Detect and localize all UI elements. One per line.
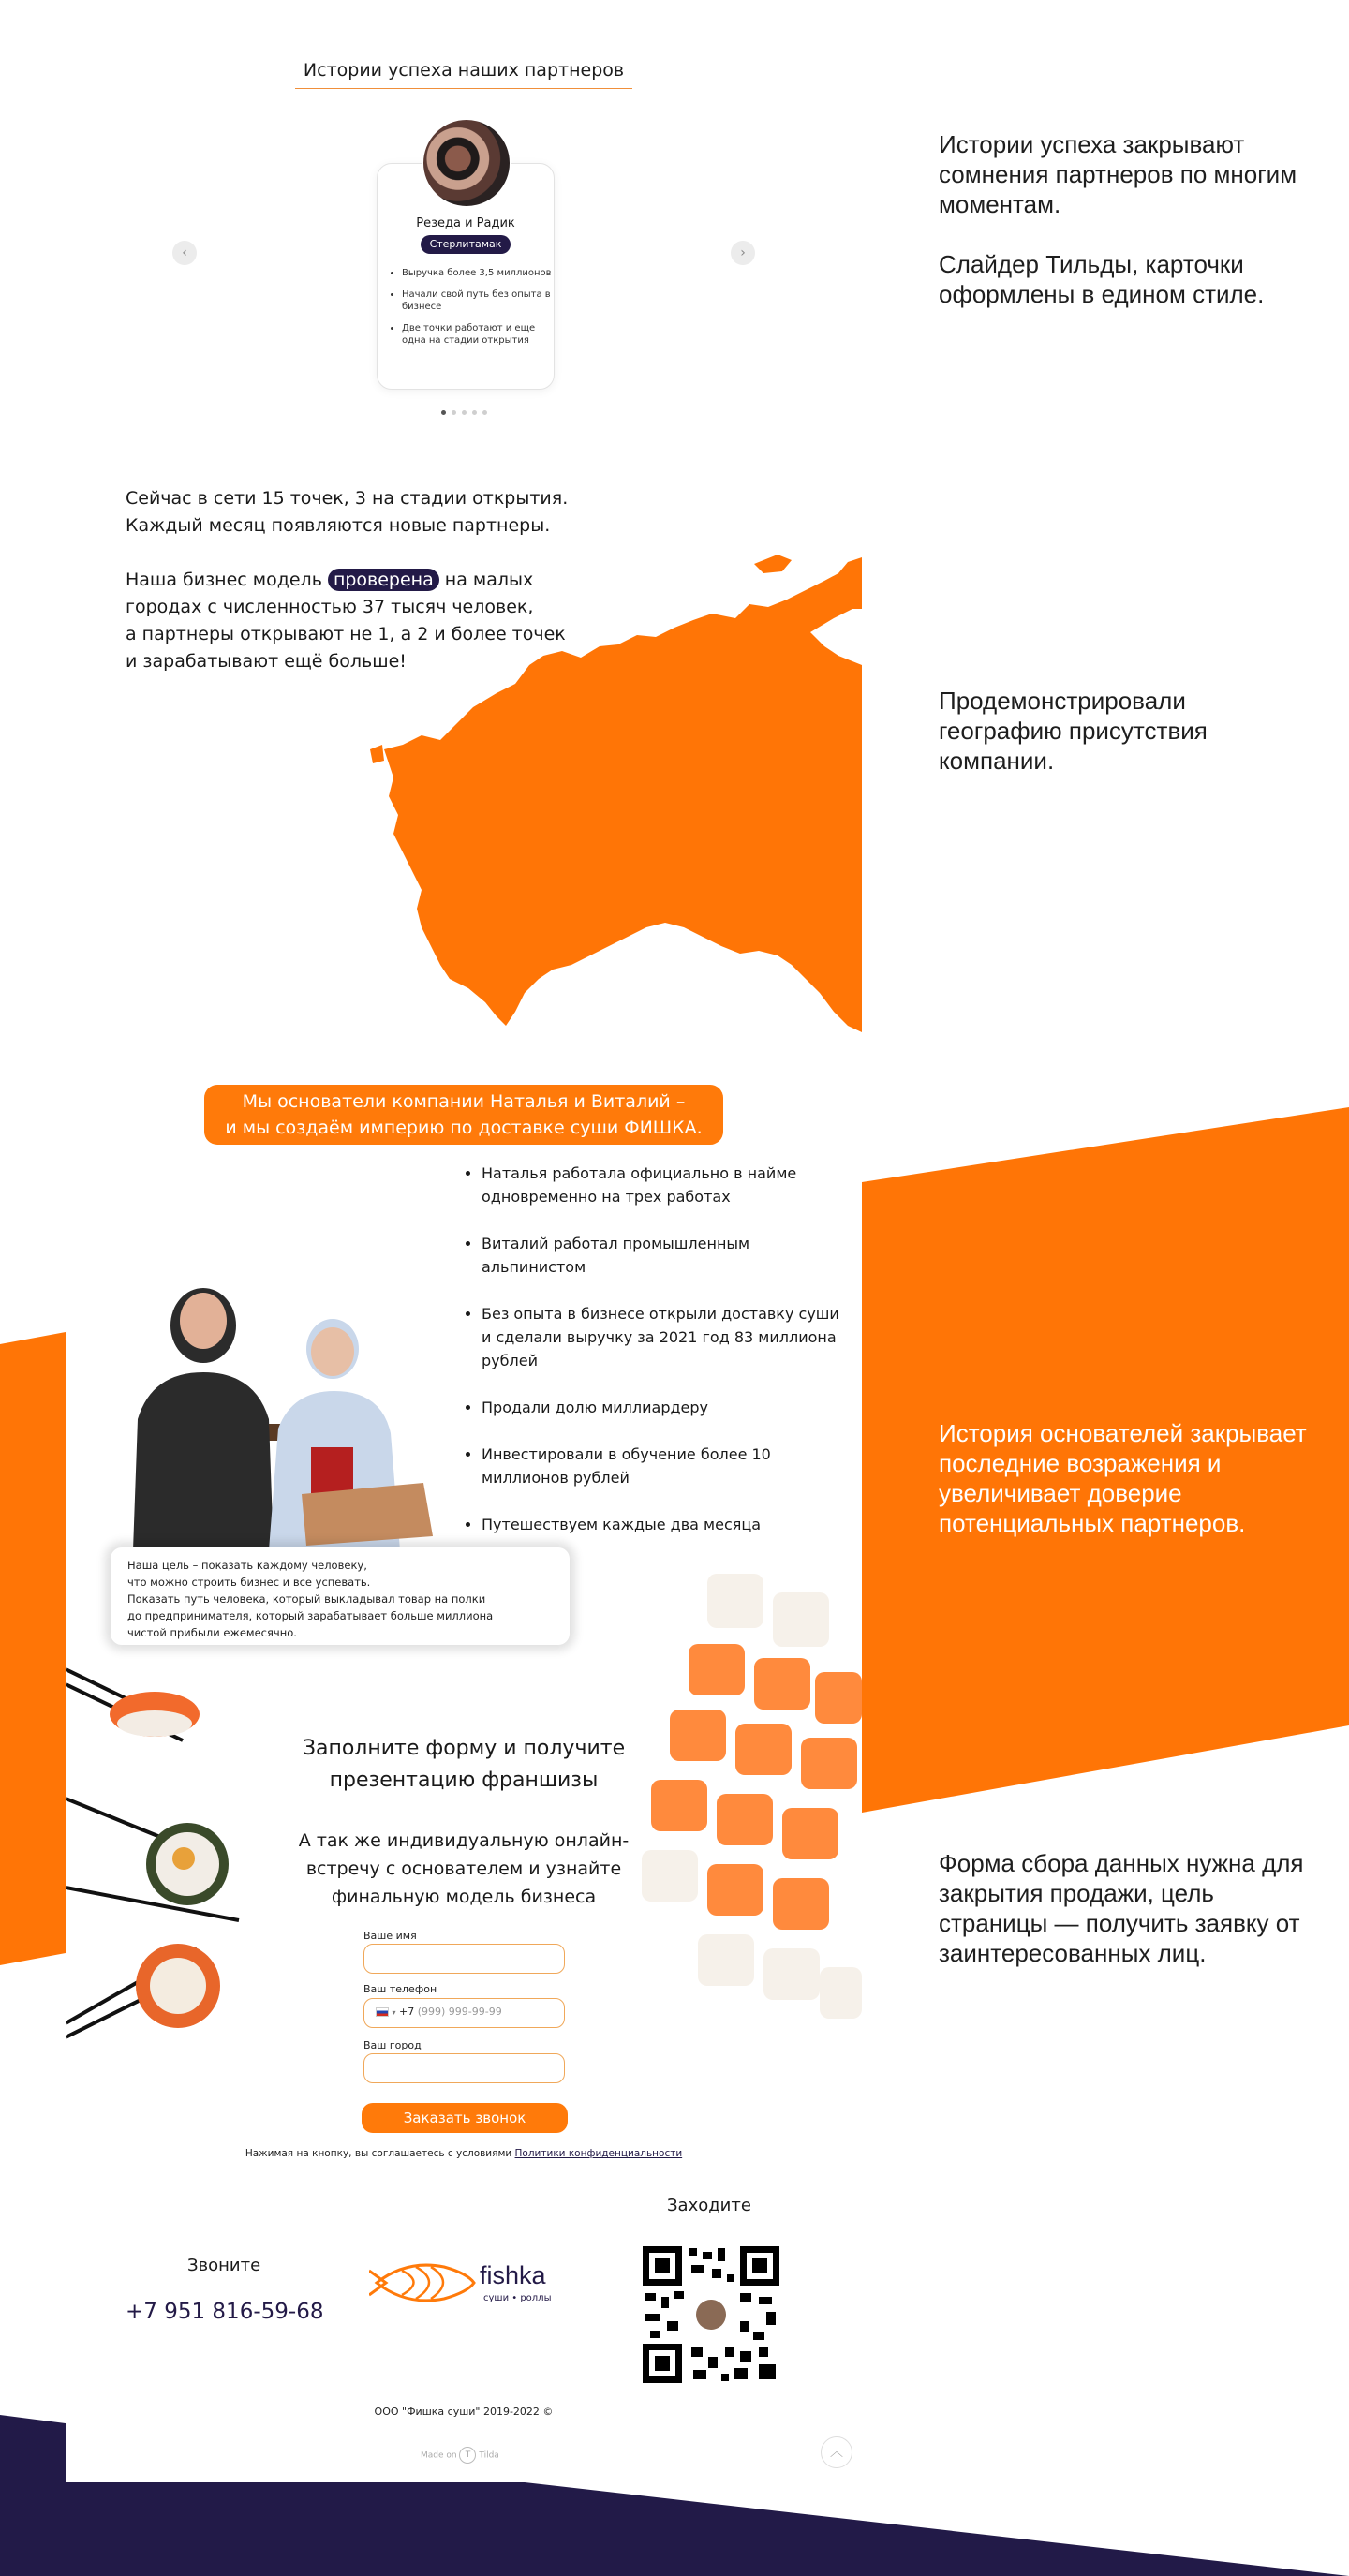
russia-flag-icon[interactable] xyxy=(376,2007,389,2017)
gift-box xyxy=(311,1447,353,1494)
slider-dot[interactable] xyxy=(472,410,477,415)
geo-line: Наша бизнес модель проверена на малых xyxy=(126,570,534,590)
slider-prev-button[interactable] xyxy=(172,241,197,265)
made-on-tilda[interactable]: Made on T Tilda xyxy=(421,2447,505,2464)
stories-title: Истории успеха наших партнеров xyxy=(303,60,625,81)
story-bullets xyxy=(378,267,552,356)
story-city-badge: Стерлитамак xyxy=(421,235,511,254)
founder-fact: • Путешествуем каждые два месяца xyxy=(482,1513,847,1536)
sushi-decor-right xyxy=(632,1555,862,2042)
founder-fact: • Виталий работал промышленным альпинистом xyxy=(482,1232,847,1279)
map-island xyxy=(754,555,792,573)
order-call-button[interactable]: Заказать звонок xyxy=(362,2103,568,2133)
russia-map xyxy=(365,553,862,1032)
geo-line: Сейчас в сети 15 точек, 3 на стадии открытия. xyxy=(126,488,569,509)
map-island xyxy=(370,745,384,763)
slider-dot[interactable] xyxy=(462,410,467,415)
orange-left-strip xyxy=(0,1332,66,1965)
slider-next-button[interactable] xyxy=(731,241,755,265)
city-input[interactable] xyxy=(363,2053,565,2083)
goal-box: Наша цель – показать каждому человеку, что можно строить бизнес и все успевать. Показать путь человека, который выкладывал товар на полки до предпринимателя, который зарабатывает больше миллиона чистой прибыли ежемесячно. xyxy=(111,1547,570,1645)
story-name: Резеда и Радик xyxy=(416,216,515,230)
title-underline xyxy=(295,88,632,89)
highlight-proven: проверена xyxy=(328,569,439,591)
sushi-decor-left xyxy=(66,1658,244,2080)
founder-fact: • Без опыта в бизнесе открыли доставку суши и сделали выручку за 2021 год 83 миллиона рублей xyxy=(482,1302,847,1372)
phone-label: Ваш телефон xyxy=(363,1983,437,1995)
phone-input[interactable] xyxy=(363,1998,565,2028)
founders-photo xyxy=(114,1269,470,1550)
annotation-note-5: Форма сбора данных нужна для закрытия продажи, цель страницы — получить заявку от заинтересованных лиц. xyxy=(939,1849,1304,1967)
qr-code[interactable] xyxy=(643,2246,779,2383)
founder-fact: • Инвестировали в обучение более 10 миллионов рублей xyxy=(482,1443,847,1489)
copyright: ООО "Фишка суши" 2019-2022 © xyxy=(374,2406,554,2418)
footer-phone[interactable]: +7 951 816-59-68 xyxy=(126,2300,324,2324)
annotation-note-1: Истории успеха закрывают сомнения партнеров по многим моментам. xyxy=(939,130,1297,218)
founder-fact: • Наталья работала официально в найме одновременно на трех работах xyxy=(482,1162,847,1208)
russia-map-shape xyxy=(384,557,862,1032)
name-label: Ваше имя xyxy=(363,1930,417,1942)
story-bullet: • Начали свой путь без опыта в бизнесе xyxy=(402,289,552,313)
geo-line: Каждый месяц появляются новые партнеры. xyxy=(126,515,551,536)
phone-placeholder: (999) 999-99-99 xyxy=(417,2006,502,2018)
chevron-right-icon: › xyxy=(740,245,746,260)
story-avatar xyxy=(422,118,511,208)
visit-label: Заходите xyxy=(667,2196,751,2215)
form-subheading: А так же индивидуальную онлайн- встречу с основателем и узнайте финальную модель бизнеса xyxy=(298,1830,630,1907)
call-label: Звоните xyxy=(187,2256,261,2275)
slider-dot[interactable] xyxy=(482,410,487,415)
phone-code: +7 xyxy=(399,2006,415,2018)
story-bullet: • Выручка более 3,5 миллионов xyxy=(402,267,552,279)
founder-fact: • Продали долю миллиардеру xyxy=(482,1396,847,1419)
fish-logo-icon xyxy=(369,2259,477,2306)
slider-dot[interactable] xyxy=(441,410,446,415)
chevron-down-icon: ▾ xyxy=(392,2008,396,2017)
privacy-policy-link[interactable]: Политики конфиденциальности xyxy=(514,2148,683,2159)
city-label: Ваш город xyxy=(363,2039,422,2051)
geo-line: а партнеры открывают не 1, а 2 и более точек xyxy=(126,624,566,644)
form-heading: Заполните форму и получите презентацию франшизы xyxy=(302,1737,626,1792)
geo-line: городах с численностью 37 тысяч человек, xyxy=(126,597,534,617)
logo-subtext: суши • роллы xyxy=(483,2293,552,2303)
founders-pill: Мы основатели компании Наталья и Виталий – и мы создаём империю по доставке суши ФИШКА. xyxy=(204,1085,723,1145)
annotation-note-3: Продемонстрировали географию присутствия компании. xyxy=(939,687,1208,775)
fishka-logo[interactable] xyxy=(369,2256,575,2312)
logo-text: fishka xyxy=(480,2261,546,2289)
annotation-note-4: История основателей закрывает последние возражения и увеличивает доверие потенциальных партнеров. xyxy=(939,1419,1307,1537)
annotation-note-2: Слайдер Тильды, карточки оформлены в едином стиле. xyxy=(939,250,1265,308)
story-bullet: • Две точки работают и еще одна на стадии открытия xyxy=(402,322,552,347)
consent-text: Нажимая на кнопку, вы соглашаетесь с условиями Политики конфиденциальности xyxy=(245,2148,683,2159)
geo-line: и зарабатывают ещё больше! xyxy=(126,651,407,672)
chevron-up-icon: ︿ xyxy=(830,2445,843,2460)
scroll-top-button[interactable] xyxy=(821,2436,852,2468)
tilda-logo-icon: T xyxy=(459,2447,476,2464)
slider-dots xyxy=(441,401,493,419)
chevron-left-icon: ‹ xyxy=(182,245,187,260)
slider-dot[interactable] xyxy=(452,410,456,415)
founder-facts xyxy=(463,1162,847,1560)
qr-avatar xyxy=(696,2300,726,2330)
name-input[interactable] xyxy=(363,1944,565,1974)
